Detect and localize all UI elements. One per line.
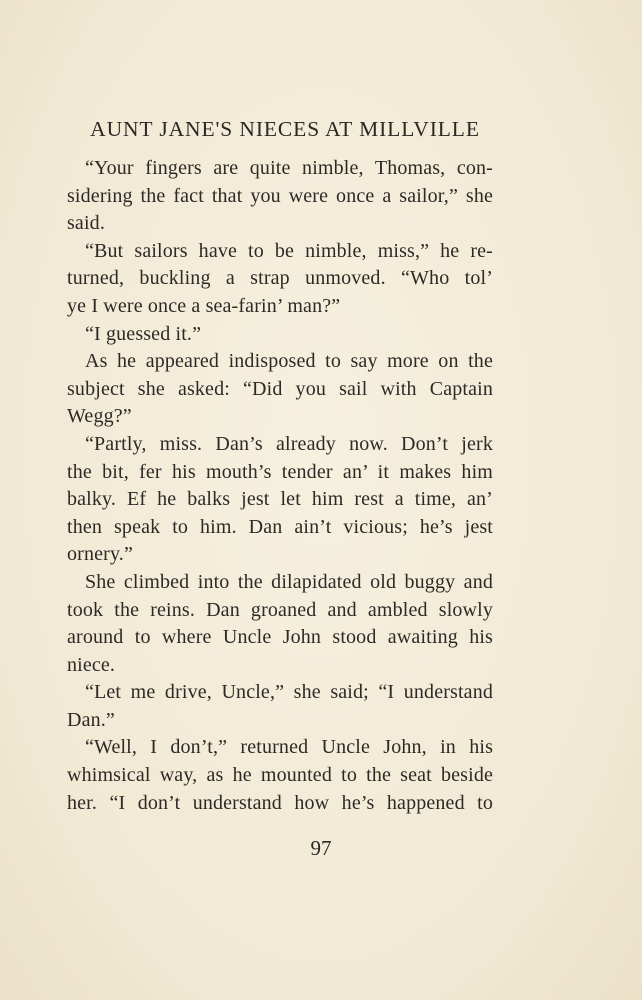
text-line: subject she asked: “Did you sail with Captain (67, 377, 493, 400)
text-line: around to where Uncle John stood awaiting his (67, 626, 493, 649)
text-line: “But sailors have to be nimble, miss,” he re- (85, 239, 493, 262)
text-line: took the reins. Dan groaned and ambled slowly (67, 598, 493, 621)
text-line: ornery.” (67, 543, 133, 566)
text-line: sidering the fact that you were once a sailor,” she (67, 184, 493, 207)
text-line: niece. (67, 653, 116, 676)
text-line: “Your fingers are quite nimble, Thomas, con- (85, 157, 493, 179)
text-line: “I guessed it.” (85, 322, 202, 345)
body-text (67, 155, 493, 817)
page-number: 97 (310, 836, 332, 860)
text-line: She climbed into the dilapidated old buggy and (85, 570, 493, 593)
running-head: AUNT JANE'S NIECES AT MILLVILLE (90, 117, 480, 141)
text-line: her. “I don’t understand how he’s happened to (67, 791, 493, 814)
text-line: the bit, fer his mouth’s tender an’ it makes him (67, 460, 493, 483)
text-line: then speak to him. Dan ain’t vicious; he’s jest (67, 515, 493, 538)
text-line: “Partly, miss. Dan’s already now. Don’t jerk (85, 432, 493, 455)
text-line: turned, buckling a strap unmoved. “Who tol’ (67, 267, 493, 290)
text-line: ye I were once a sea-farin’ man?” (67, 294, 341, 317)
text-line: As he appeared indisposed to say more on the (85, 350, 493, 373)
text-line: Wegg?” (67, 405, 132, 428)
text-line: said. (67, 212, 105, 235)
text-line: “Let me drive, Uncle,” she said; “I understand (85, 681, 493, 704)
text-line: whimsical way, as he mounted to the seat beside (67, 764, 493, 787)
text-line: “Well, I don’t,” returned Uncle John, in his (85, 736, 493, 759)
text-line: balky. Ef he balks jest let him rest a time, an’ (67, 488, 493, 511)
text-line: Dan.” (67, 708, 115, 731)
